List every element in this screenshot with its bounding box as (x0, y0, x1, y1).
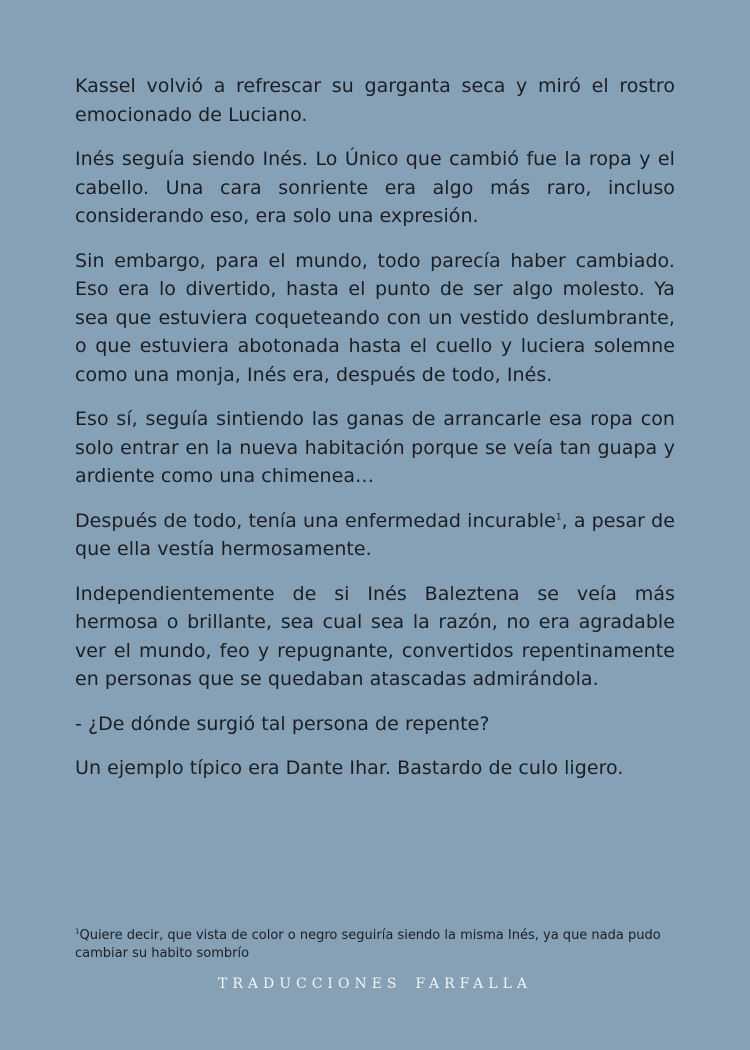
paragraph-7: - ¿De dónde surgió tal persona de repente? (75, 712, 490, 735)
paragraph-3: Sin embargo, para el mundo, todo parecía haber cambiado. Eso era lo divertido, hasta el punto de ser algo molesto. Ya sea que estuviera coqueteando con un vestido deslumbrante, o que estuviera abotonada hasta el cuello y luciera solemne como una monja, Inés era, después de todo, Inés. (75, 249, 675, 386)
footnote-reference: 1 (555, 512, 562, 523)
footnote-number: 1 (75, 927, 80, 936)
paragraph-8: Un ejemplo típico era Dante Ihar. Bastardo de culo ligero. (75, 757, 624, 779)
footer-word-2: FARFALLA (415, 976, 532, 992)
footer-word-1: TRADUCCIONES (218, 976, 402, 992)
footnote-text: Quiere decir, que vista de color o negro seguiría siendo la misma Inés, ya que nada pudo cambiar su habito sombrío (75, 928, 661, 961)
paragraph-5-text-before: Después de todo, tenía una enfermedad incurable (75, 509, 556, 532)
paragraph-2: Inés seguía siendo Inés. Lo Único que cambió fue la ropa y el cabello. Una cara sonriente era algo más raro, incluso considerando eso, era solo una expresión. (75, 148, 675, 227)
footer-credit (0, 976, 750, 992)
paragraph-6: Independientemente de si Inés Baleztena se veía más hermosa o brillante, sea cual sea la razón, no era agradable ver el mundo, feo y repugnante, convertidos repentinamente en personas que se quedaban atascadas admirándola. (75, 582, 675, 690)
paragraph-5-text-after: , a pesar de que ella vestía hermosamente. (75, 509, 675, 560)
page-body (75, 72, 675, 783)
paragraph-1: Kassel volvió a refrescar su garganta seca y miró el rostro emocionado de Luciano. (75, 75, 675, 126)
paragraph-4: Eso sí, seguía sintiendo las ganas de arrancarle esa ropa con solo entrar en la nueva habitación porque se veía tan guapa y ardiente como una chimenea… (75, 408, 675, 487)
paragraph-5 (75, 507, 675, 564)
footnote (75, 927, 675, 963)
